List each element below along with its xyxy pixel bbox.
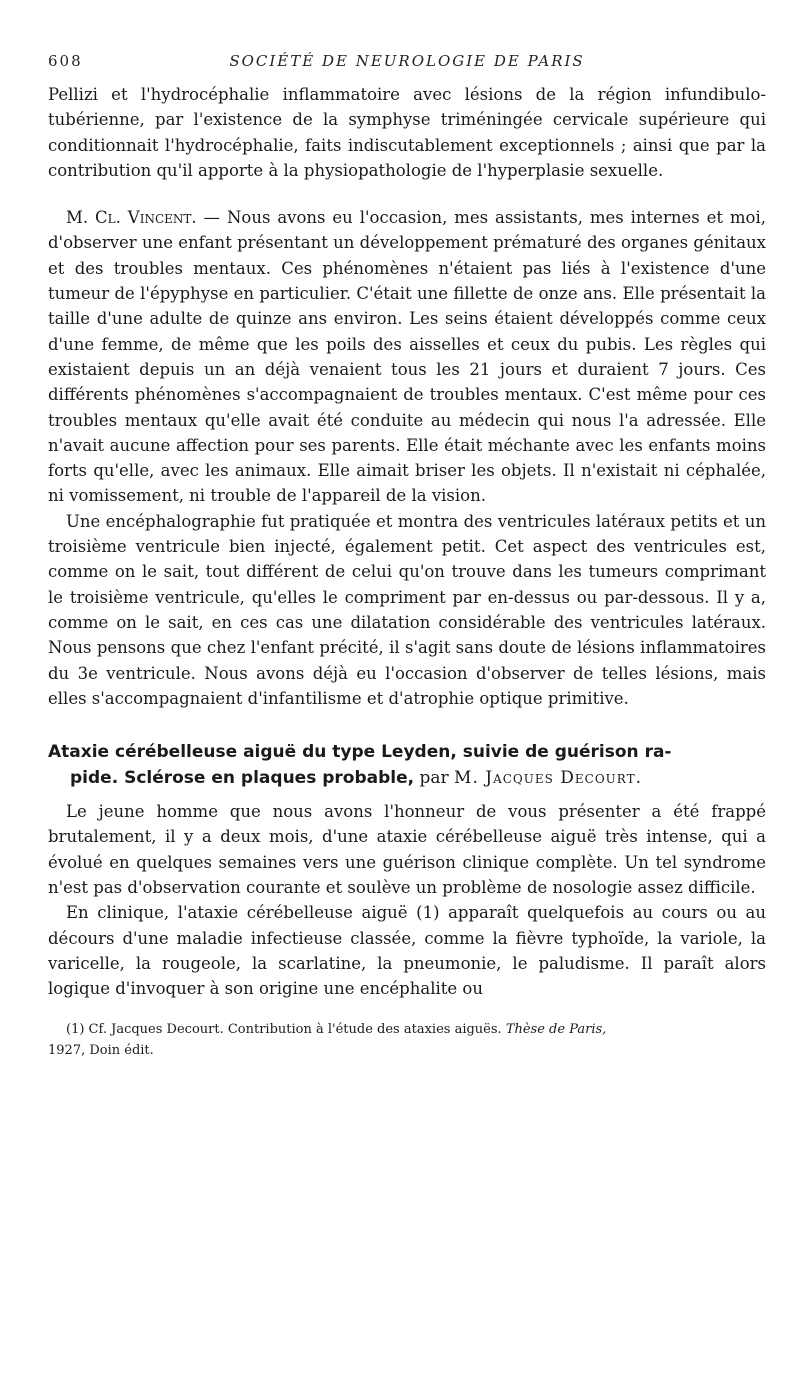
footnote-marker: (1) [66, 1021, 89, 1037]
page-number: 608 [48, 52, 83, 70]
footnote [48, 1020, 766, 1060]
section-title-line-2-text: pide. Sclérose en plaques probable, [70, 768, 415, 789]
paragraph-3: Une encéphalographie fut pratiquée et montra des ventricules latéraux petits et un troisième ventricule bien injecté, également petit. Cet aspect des ventricules est, comme on le sait, tout différent de celui qu'on trouve dans les tumeurs comprimant le troisième ventricule, qu'elles le compriment par en-dessus ou par-dessous. Il y a, comme on le sait, en ces cas une dilatation considérable des ventricules latéraux. Nous pensons que chez l'enfant précité, il s'agit sans doute de lésions inflammatoires du 3e ventricule. Nous avons déjà eu l'occasion d'observer de telles lésions, mais elles s'accompagnaient d'infantilisme et d'atrophie optique primitive. [48, 511, 766, 708]
speaker-name: M. Cl. Vincent. [66, 208, 197, 228]
section-author: M. Jacques Decourt. [454, 768, 643, 789]
paragraph-5: En clinique, l'ataxie cérébelleuse aiguë (1) apparaît quelquefois au cours ou au décours d'une maladie infectieuse classée, comme la fièvre typhoïde, la variole, la varicelle, la rougeole, la scarlatine, la pneumonie, le paludisme. Il paraît alors logique d'invoquer à son origine une encéphalite ou [48, 903, 766, 999]
footnote-line-1 [48, 1020, 766, 1039]
paragraph-1: Pellizi et l'hydrocéphalie inflammatoire avec lésions de la région infundibulo-tubérienne, par l'existence de la symphyse triméningée cervicale supérieure qui conditionnait l'hydrocéphalie, faits indiscutablement exceptionnels ; ainsi que par la contribution qu'il apporte à la physiopathologie de l'hyperplasie sexuelle. [48, 85, 766, 180]
paragraph-2 [48, 205, 766, 509]
paragraph-2-text: — Nous avons eu l'occasion, mes assistants, mes internes et moi, d'observer une enfant présentant un développement prématuré des organes génitaux et des troubles mentaux. Ces phénomènes n'étaient pas liés à l'existence d'une tumeur de l'épyphyse en particulier. C'était une fillette de onze ans. Elle présentait la taille d'une adulte de quinze ans environ. Les seins étaient développés comme ceux d'une femme, de même que les poils des aisselles et ceux du pubis. Les règles qui existaient depuis un an déjà venaient tous les 21 jours et duraient 7 jours. Ces différents phénomènes s'accompagnaient de troubles mentaux. C'est même pour ces troubles mentaux qu'elle avait été conduite au médecin qui nous l'a adressée. Elle n'avait aucune affection pour ses parents. Elle était méchante avec les enfants moins forts qu'elle, avec les animaux. Elle aimait briser les objets. Il n'existait ni céphalée, ni vomissement, ni trouble de l'appareil de la vision. [48, 208, 766, 506]
footnote-text: Cf. Jacques Decourt. Contribution à l'étude des ataxies aiguës. [88, 1021, 506, 1037]
paragraph-4: Le jeune homme que nous avons l'honneur de vous présenter a été frappé brutalement, il y a deux mois, d'une ataxie cérébelleuse aiguë très intense, qui a évolué en quelques semaines vers une guérison clinique complète. Un tel syndrome n'est pas d'observation courante et soulève un problème de nosologie assez difficile. [48, 802, 766, 898]
section-heading [48, 739, 766, 791]
footnote-line-2: 1927, Doin édit. [48, 1042, 154, 1058]
document-page [48, 52, 766, 1060]
section-par: par [414, 768, 455, 789]
running-title: SOCIÉTÉ DE NEUROLOGIE DE PARIS [229, 52, 585, 70]
footnote-thesis: Thèse de Paris, [505, 1021, 607, 1037]
running-header [48, 52, 766, 70]
section-title-line-2 [48, 765, 766, 791]
section-title-line-1: Ataxie cérébelleuse aiguë du type Leyden, suivie de guérison ra- [48, 742, 672, 763]
